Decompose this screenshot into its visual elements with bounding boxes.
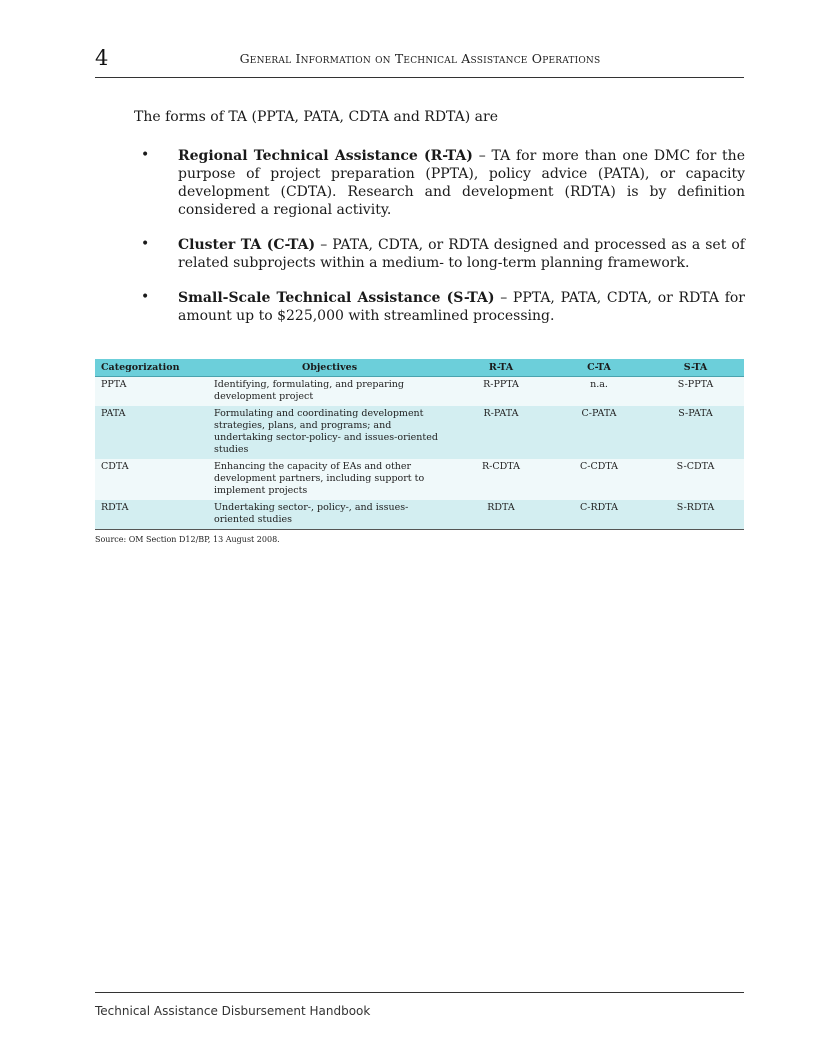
- column-header-c-ta: C-TA: [551, 359, 647, 377]
- list-item: [141, 236, 745, 272]
- bullet-text: [178, 236, 745, 272]
- table-cell: R-PPTA: [483, 379, 519, 390]
- table-source-note: Source: OM Section D12/BP, 13 August 2008.: [95, 535, 280, 544]
- list-item: [141, 147, 745, 219]
- bullet-description: – PPTA, PATA, CDTA, or RDTA for amount up to $225,000 with streamlined processing.: [178, 290, 745, 324]
- column-header-objectives: Objectives: [208, 359, 451, 377]
- table-cell: R-PATA: [483, 408, 519, 419]
- table-cell: RDTA: [451, 500, 551, 530]
- bullet-text: [178, 147, 745, 219]
- table-header-row: [95, 359, 744, 377]
- table-cell: n.a.: [590, 379, 608, 390]
- table-cell: C-CDTA: [579, 461, 619, 472]
- bullet-term: Small-Scale Technical Assistance (S-TA): [178, 290, 495, 306]
- table-row: [95, 377, 744, 407]
- table-cell: PPTA: [101, 379, 127, 390]
- table-row: [95, 459, 744, 500]
- table-cell: CDTA: [101, 461, 129, 472]
- bullet-list: [141, 147, 745, 342]
- column-header-r-ta: R-TA: [451, 359, 551, 377]
- table-cell: PATA: [101, 408, 126, 419]
- bullet-description: – TA for more than one DMC for the purpose of project preparation (PPTA), policy advice (PATA), or capacity development (CDTA). Research and development (RDTA) is by definition considered a regional activity.: [178, 148, 745, 218]
- table-cell: C-PATA: [581, 408, 617, 419]
- intro-paragraph: The forms of TA (PPTA, PATA, CDTA and RDTA) are: [134, 109, 498, 125]
- table-cell: Enhancing the capacity of EAs and other development partners, including support to implement projects: [214, 461, 425, 496]
- column-header-categorization: Categorization: [95, 359, 208, 377]
- table-cell: S-CDTA: [676, 461, 715, 472]
- bullet-text: [178, 289, 745, 325]
- footer-title: Technical Assistance Disbursement Handbook: [95, 1004, 371, 1018]
- table-cell: Formulating and coordinating development strategies, plans, and programs; and undertaking sector-policy- and issues-oriented studies: [214, 408, 438, 455]
- page-number: 4: [95, 46, 109, 70]
- table-cell: Undertaking sector-, policy-, and issues-oriented studies: [208, 500, 451, 530]
- bullet-icon: •: [141, 147, 150, 163]
- table-cell: Identifying, formulating, and preparing development project: [214, 379, 404, 402]
- bullet-term: Cluster TA (C-TA): [178, 237, 316, 253]
- bullet-icon: •: [141, 236, 150, 252]
- list-item: [141, 289, 745, 325]
- table-cell: S-PPTA: [677, 379, 714, 390]
- footer-rule: [95, 992, 744, 993]
- bullet-term: Regional Technical Assistance (R-TA): [178, 148, 473, 164]
- table-row: [95, 500, 744, 530]
- table-cell: RDTA: [95, 500, 208, 530]
- table-cell: C-RDTA: [551, 500, 647, 530]
- column-header-s-ta: S-TA: [647, 359, 744, 377]
- bullet-icon: •: [141, 289, 150, 305]
- bullet-description: – PATA, CDTA, or RDTA designed and processed as a set of related subprojects within a medium- to long-term planning framework.: [178, 237, 745, 271]
- running-header: General Information on Technical Assistance Operations: [239, 51, 601, 66]
- table-cell: R-CDTA: [482, 461, 520, 472]
- table-cell: S-PATA: [678, 408, 713, 419]
- table-cell: S-RDTA: [647, 500, 744, 530]
- table-row: [95, 406, 744, 459]
- header-rule: [95, 77, 744, 78]
- ta-categorization-table: [95, 359, 744, 530]
